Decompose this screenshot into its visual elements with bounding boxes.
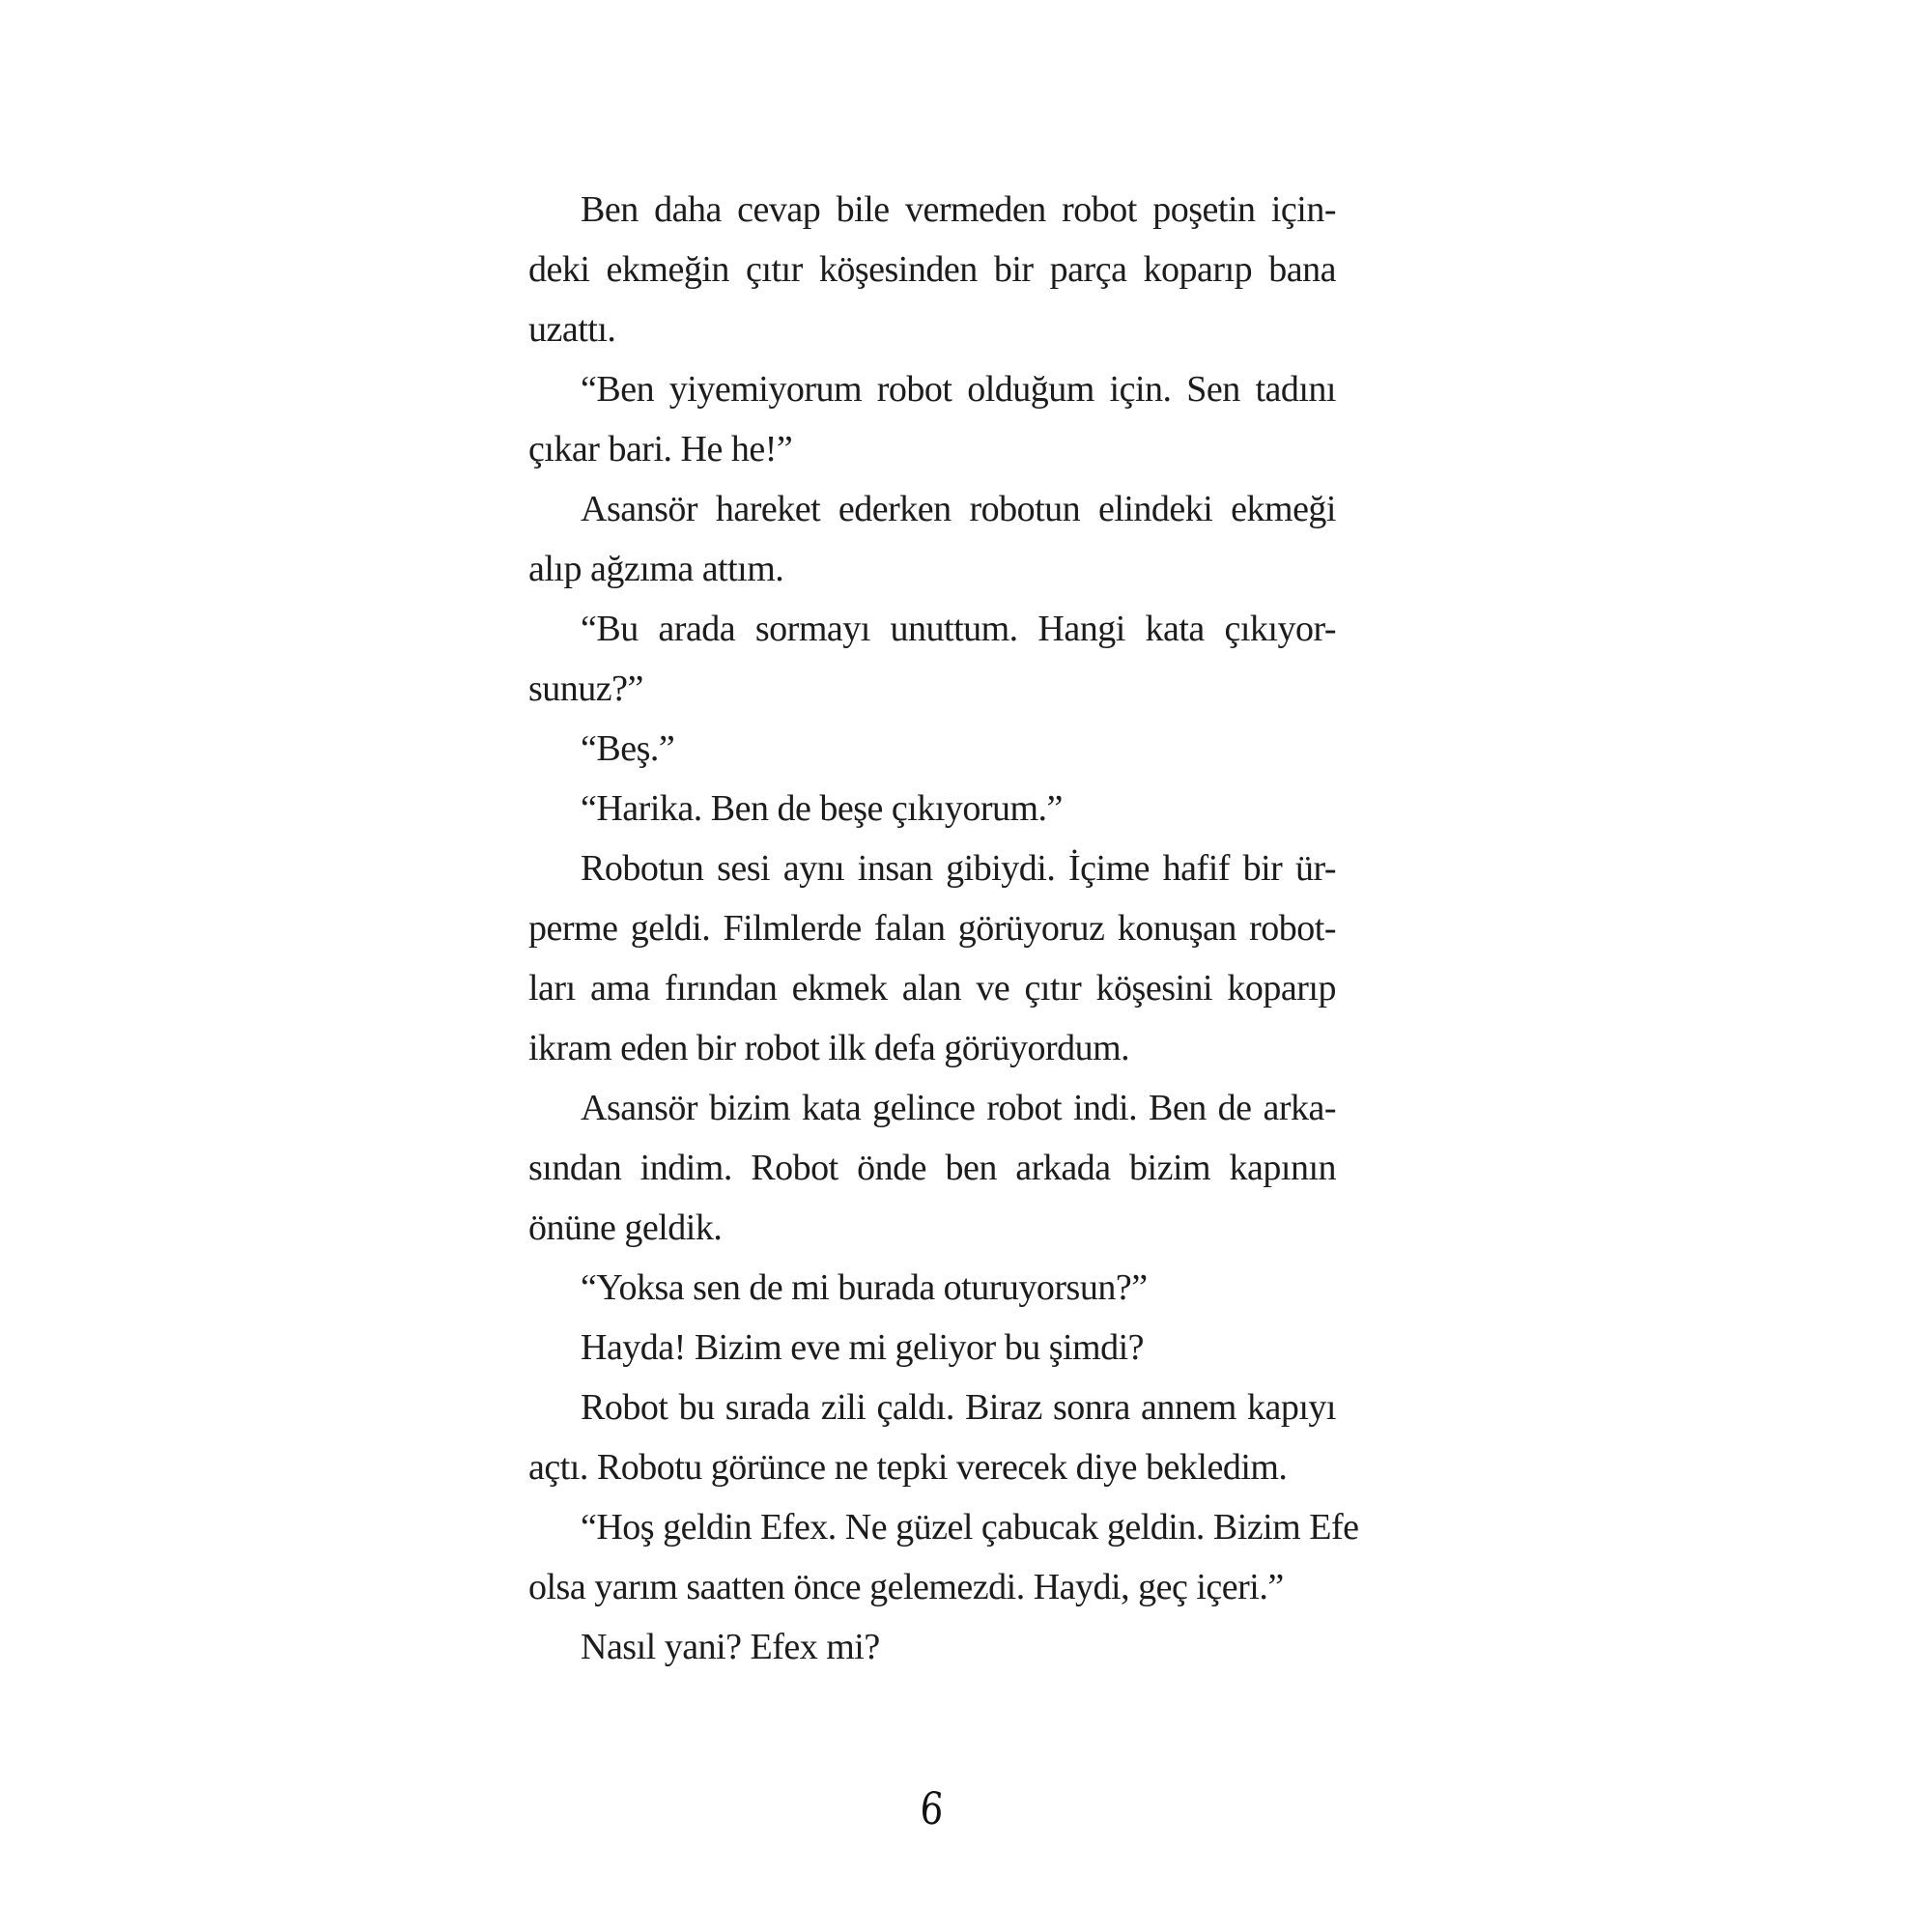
page-number [528, 1783, 1336, 1833]
text-line: Asansör bizim kata gelince robot indi. Ben de arka- [581, 1088, 1336, 1128]
text-line: “Bu arada sormayı unuttum. Hangi kata çıkıyor- [581, 609, 1336, 649]
text-line: uzattı. [528, 309, 616, 350]
text-line: sından indim. Robot önde ben arkada bizim kapının [528, 1148, 1336, 1188]
text-line: “Beş.” [581, 728, 675, 769]
text-block [528, 180, 1359, 1677]
text-line: Asansör hareket ederken robotun elindeki ekmeği [581, 489, 1336, 529]
text-line: ikram eden bir robot ilk defa görüyordum. [528, 1028, 1130, 1068]
text-line: deki ekmeğin çıtır köşesinden bir parça koparıp bana [528, 249, 1336, 290]
text-line: Robotun sesi aynı insan gibiydi. İçime hafif bir ür- [581, 848, 1336, 889]
text-line: sunuz?” [528, 668, 643, 709]
page-number-value: 6 [919, 1781, 946, 1835]
text-line: olsa yarım saatten önce gelemezdi. Haydi, geç içeri.” [528, 1567, 1284, 1607]
text-line: “Yoksa sen de mi burada oturuyorsun?” [581, 1267, 1148, 1308]
text-line: Hayda! Bizim eve mi geliyor bu şimdi? [581, 1327, 1145, 1368]
text-line: alıp ağzıma attım. [528, 549, 784, 589]
text-line: açtı. Robotu görünce ne tepki verecek diye bekledim. [528, 1447, 1288, 1488]
text-line: Robot bu sırada zili çaldı. Biraz sonra annem kapıyı [581, 1387, 1336, 1428]
text-line: “Hoş geldin Efex. Ne güzel çabucak geldin. Bizim Efe [581, 1507, 1359, 1548]
text-line: “Harika. Ben de beşe çıkıyorum.” [581, 788, 1063, 829]
text-line: ları ama fırından ekmek alan ve çıtır köşesini koparıp [528, 968, 1336, 1009]
text-line: Nasıl yani? Efex mi? [581, 1627, 880, 1667]
text-line: çıkar bari. He he!” [528, 429, 793, 469]
text-line: önüne geldik. [528, 1208, 723, 1248]
text-line: “Ben yiyemiyorum robot olduğum için. Sen tadını [581, 369, 1336, 410]
text-line: perme geldi. Filmlerde falan görüyoruz konuşan robot- [528, 908, 1336, 949]
text-line: Ben daha cevap bile vermeden robot poşetin için- [581, 189, 1336, 230]
